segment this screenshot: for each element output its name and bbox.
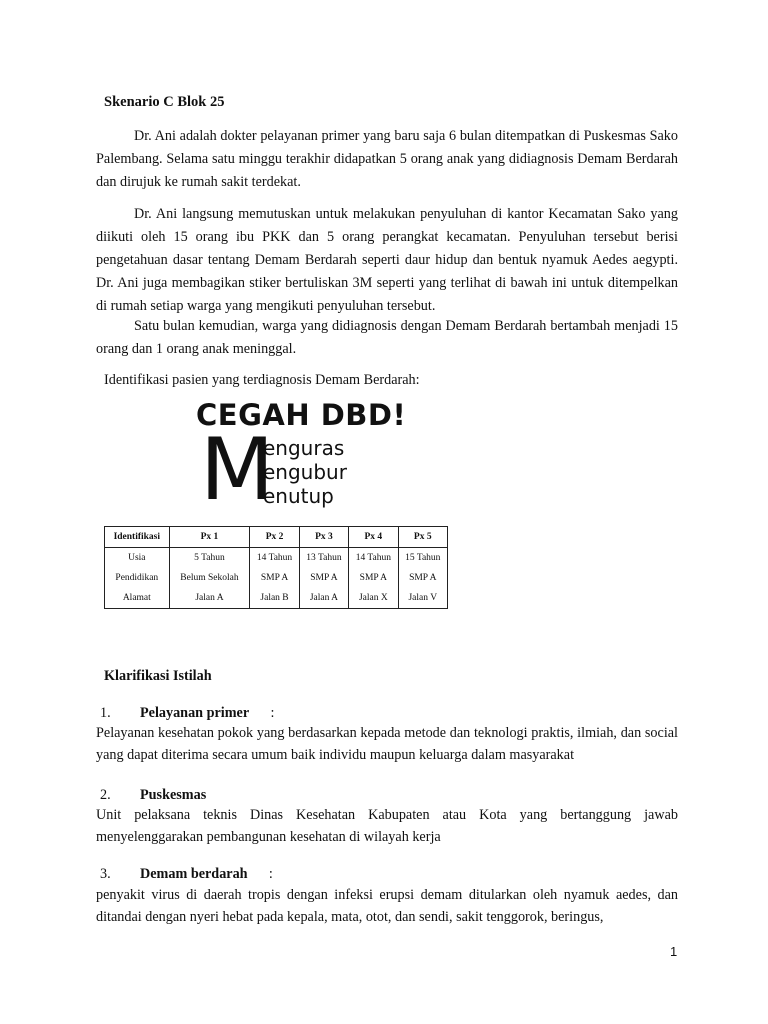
page-number: 1 <box>670 944 678 959</box>
table-cell: Jalan X <box>349 588 398 609</box>
table-cell: Jalan V <box>398 588 447 609</box>
term-label: Pelayanan primer <box>140 705 250 721</box>
table-header-cell: Px 1 <box>169 527 250 548</box>
term-label: Demam berdarah <box>140 866 248 882</box>
table-cell: Jalan B <box>250 588 299 609</box>
table-cell: SMP A <box>349 568 398 588</box>
term-number: 2. <box>100 787 111 803</box>
table-header-cell: Px 3 <box>299 527 348 548</box>
table-row <box>105 548 448 569</box>
term-number: 3. <box>100 866 111 882</box>
table-cell: Alamat <box>105 588 170 609</box>
table-cell: Jalan A <box>169 588 250 609</box>
table-header-cell: Px 4 <box>349 527 398 548</box>
term-number: 1. <box>100 705 111 721</box>
paragraph-3: Satu bulan kemudian, warga yang didiagnosis dengan Demam Berdarah bertambah menjadi 15 orang dan 1 orang anak meninggal. <box>96 318 678 357</box>
table-cell: 13 Tahun <box>299 548 348 569</box>
sticker-big-m: M <box>200 420 275 520</box>
table-cell: 14 Tahun <box>250 548 299 569</box>
term-item-2 <box>96 784 678 806</box>
paragraph-1: Dr. Ani adalah dokter pelayanan primer yang baru saja 6 bulan ditempatkan di Puskesmas Sako Palembang. Selama satu minggu terakhir didapatkan 5 orang anak yang didiagnosis Demam Berdarah dan dirujuk ke rumah sakit terdekat. <box>96 128 678 190</box>
doc-title: Skenario C Blok 25 <box>104 94 225 110</box>
table-row <box>105 568 448 588</box>
section-heading: Klarifikasi Istilah <box>104 668 212 684</box>
term-separator: : <box>270 705 275 721</box>
term-description-1: Pelayanan kesehatan pokok yang berdasarkan kepada metode dan teknologi praktis, ilmiah, dan social yang dapat diterima secara umum baik individu maupun keluarga dalam masyarakat <box>96 725 678 763</box>
patient-identification-table <box>104 526 448 610</box>
table-cell: SMP A <box>299 568 348 588</box>
term-separator: : <box>268 866 273 882</box>
table-header-row <box>105 527 448 548</box>
sticker-headline: CEGAH DBD! <box>196 398 407 432</box>
term-label: Puskesmas <box>140 787 207 803</box>
table-header-cell: Identifikasi <box>105 527 170 548</box>
table-cell: Jalan A <box>299 588 348 609</box>
table-cell: Usia <box>105 548 170 569</box>
table-cell: 14 Tahun <box>349 548 398 569</box>
sticker-word-menutup: enutup <box>263 484 334 508</box>
sticker-word-mengubur: engubur <box>263 460 347 484</box>
paragraph-2: Dr. Ani langsung memutuskan untuk melakukan penyuluhan di kantor Kecamatan Sako yang diikuti oleh 15 orang ibu PKK dan 5 orang perangkat kecamatan. Penyuluhan tersebut berisi pengetahuan dasar tentang Demam Berdarah seperti daur hidup dan bentuk nyamuk Aedes aegypti. Dr. Ani juga membagikan stiker bertuliskan 3M seperti yang terlihat di bawah ini untuk ditempelkan di rumah setiap warga yang mengikuti penyuluhan tersebut. <box>96 206 678 314</box>
table-cell: SMP A <box>398 568 447 588</box>
table-cell: 15 Tahun <box>398 548 447 569</box>
identification-line: Identifikasi pasien yang terdiagnosis Demam Berdarah: <box>104 372 420 388</box>
term-item-1 <box>96 702 678 724</box>
table-header-cell: Px 2 <box>250 527 299 548</box>
sticker-word-menguras: enguras <box>263 436 345 460</box>
table-header-cell: Px 5 <box>398 527 447 548</box>
term-description-2: Unit pelaksana teknis Dinas Kesehatan Kabupaten atau Kota yang bertanggung jawab menyelenggarakan pembangunan kesehatan di wilayah kerja <box>96 807 678 845</box>
term-description-3: penyakit virus di daerah tropis dengan infeksi erupsi demam ditularkan oleh nyamuk aedes, dan ditandai dengan nyeri hebat pada kepala, mata, otot, dan sendi, sakit tenggorok, beringus, <box>96 887 678 925</box>
table-cell: 5 Tahun <box>169 548 250 569</box>
cegah-dbd-sticker <box>196 398 407 520</box>
table-cell: SMP A <box>250 568 299 588</box>
table-row <box>105 588 448 609</box>
table-cell: Belum Sekolah <box>169 568 250 588</box>
term-item-3 <box>96 863 678 885</box>
table-cell: Pendidikan <box>105 568 170 588</box>
